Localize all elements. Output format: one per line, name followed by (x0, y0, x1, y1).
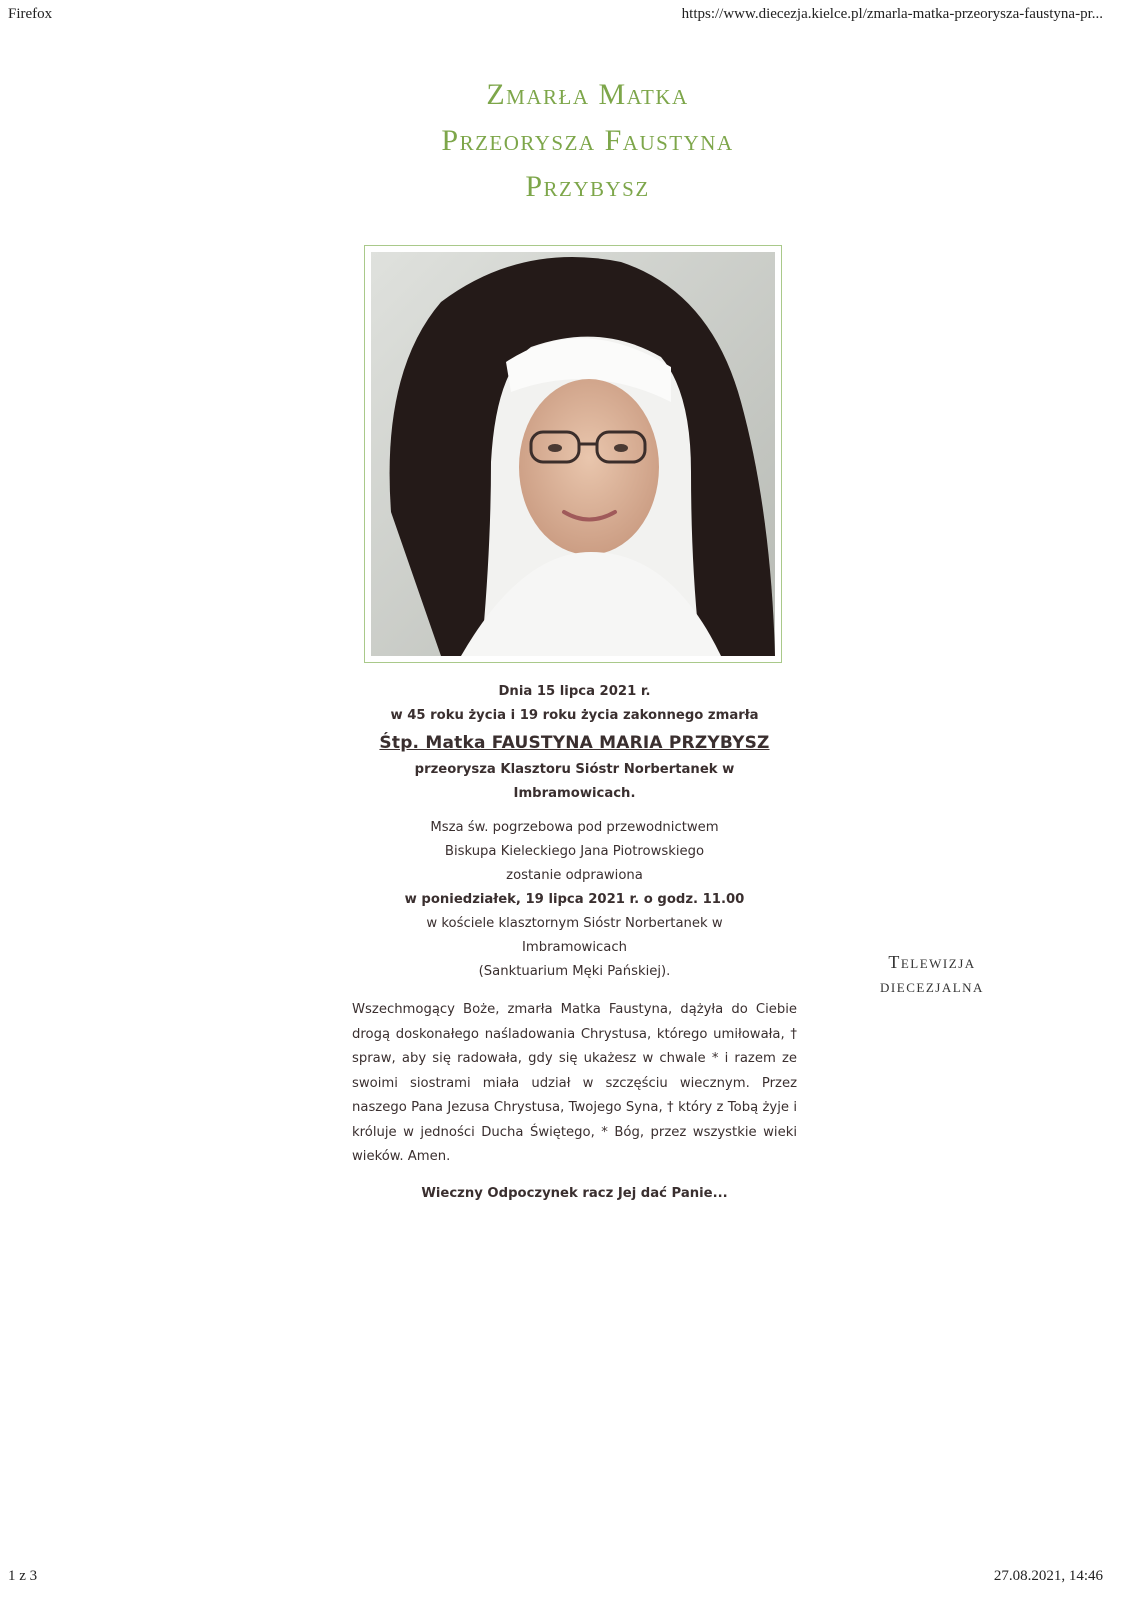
mass-where-2: Imbramowicach (522, 940, 627, 955)
notice-content (352, 680, 797, 1201)
mass-line-3: zostanie odprawiona (506, 868, 643, 883)
print-footer-datetime: 27.08.2021, 14:46 (993, 1568, 1103, 1584)
portrait-illustration (371, 252, 775, 656)
notice-role-1: przeorysza Klasztoru Sióstr Norbertanek w (414, 762, 735, 777)
notice-role-2: Imbramowicach. (513, 786, 636, 801)
title-line-3: Przybysz (525, 170, 650, 203)
closing-line: Wieczny Odpoczynek racz Jej dać Panie... (421, 1185, 728, 1201)
mass-line-2: Biskupa Kieleckiego Jana Piotrowskiego (444, 844, 705, 859)
tv-label-line-2: diecezjalna (880, 976, 984, 996)
print-footer-page: 1 z 3 (8, 1568, 38, 1584)
portrait-frame (364, 245, 782, 663)
prayer-text: Wszechmogący Boże, zmarła Matka Faustyna, dążyła do Ciebie drogą doskonałego naśladowania Chrystusa, którego umiłowała, † spraw, aby się radowała, gdy się ukażesz w chwale * i razem ze swoimi siostrami miała udział w szczęściu wiecznym. Przez naszego Pana Jezusa Chrystusa, Twojego Syna, † który z Tobą żyje i króluje w jedności Ducha Świętego, * Bóg, przez wszystkie wieki wieków. Amen. (352, 1002, 797, 1164)
deceased-name: Śtp. Matka FAUSTYNA MARIA PRZYBYSZ (379, 733, 770, 753)
spacer (352, 806, 797, 816)
title-line-1: Zmarła Matka (486, 78, 689, 111)
portrait-photo (371, 252, 775, 656)
print-header-url: https://www.diecezja.kielce.pl/zmarla-matka-przeorysza-faustyna-pr... (681, 6, 1103, 22)
title-line-2: Przeorysza Faustyna (441, 124, 734, 157)
tv-diecezjalna-link[interactable] (852, 950, 1012, 998)
article-title (300, 72, 875, 210)
notice-date: Dnia 15 lipca 2021 r. (498, 684, 651, 699)
mass-where-1: w kościele klasztornym Sióstr Norbertanek w (426, 916, 723, 931)
mass-when: w poniedziałek, 19 lipca 2021 r. o godz. 11.00 (404, 892, 745, 907)
notice-age: w 45 roku życia i 19 roku życia zakonnego zmarła (390, 708, 759, 723)
print-header-browser: Firefox (8, 6, 53, 22)
mass-where-3: (Sanktuarium Męki Pańskiej). (478, 964, 671, 979)
mass-line-1: Msza św. pogrzebowa pod przewodnictwem (430, 820, 719, 835)
tv-label-line-1: Telewizja (888, 952, 976, 972)
